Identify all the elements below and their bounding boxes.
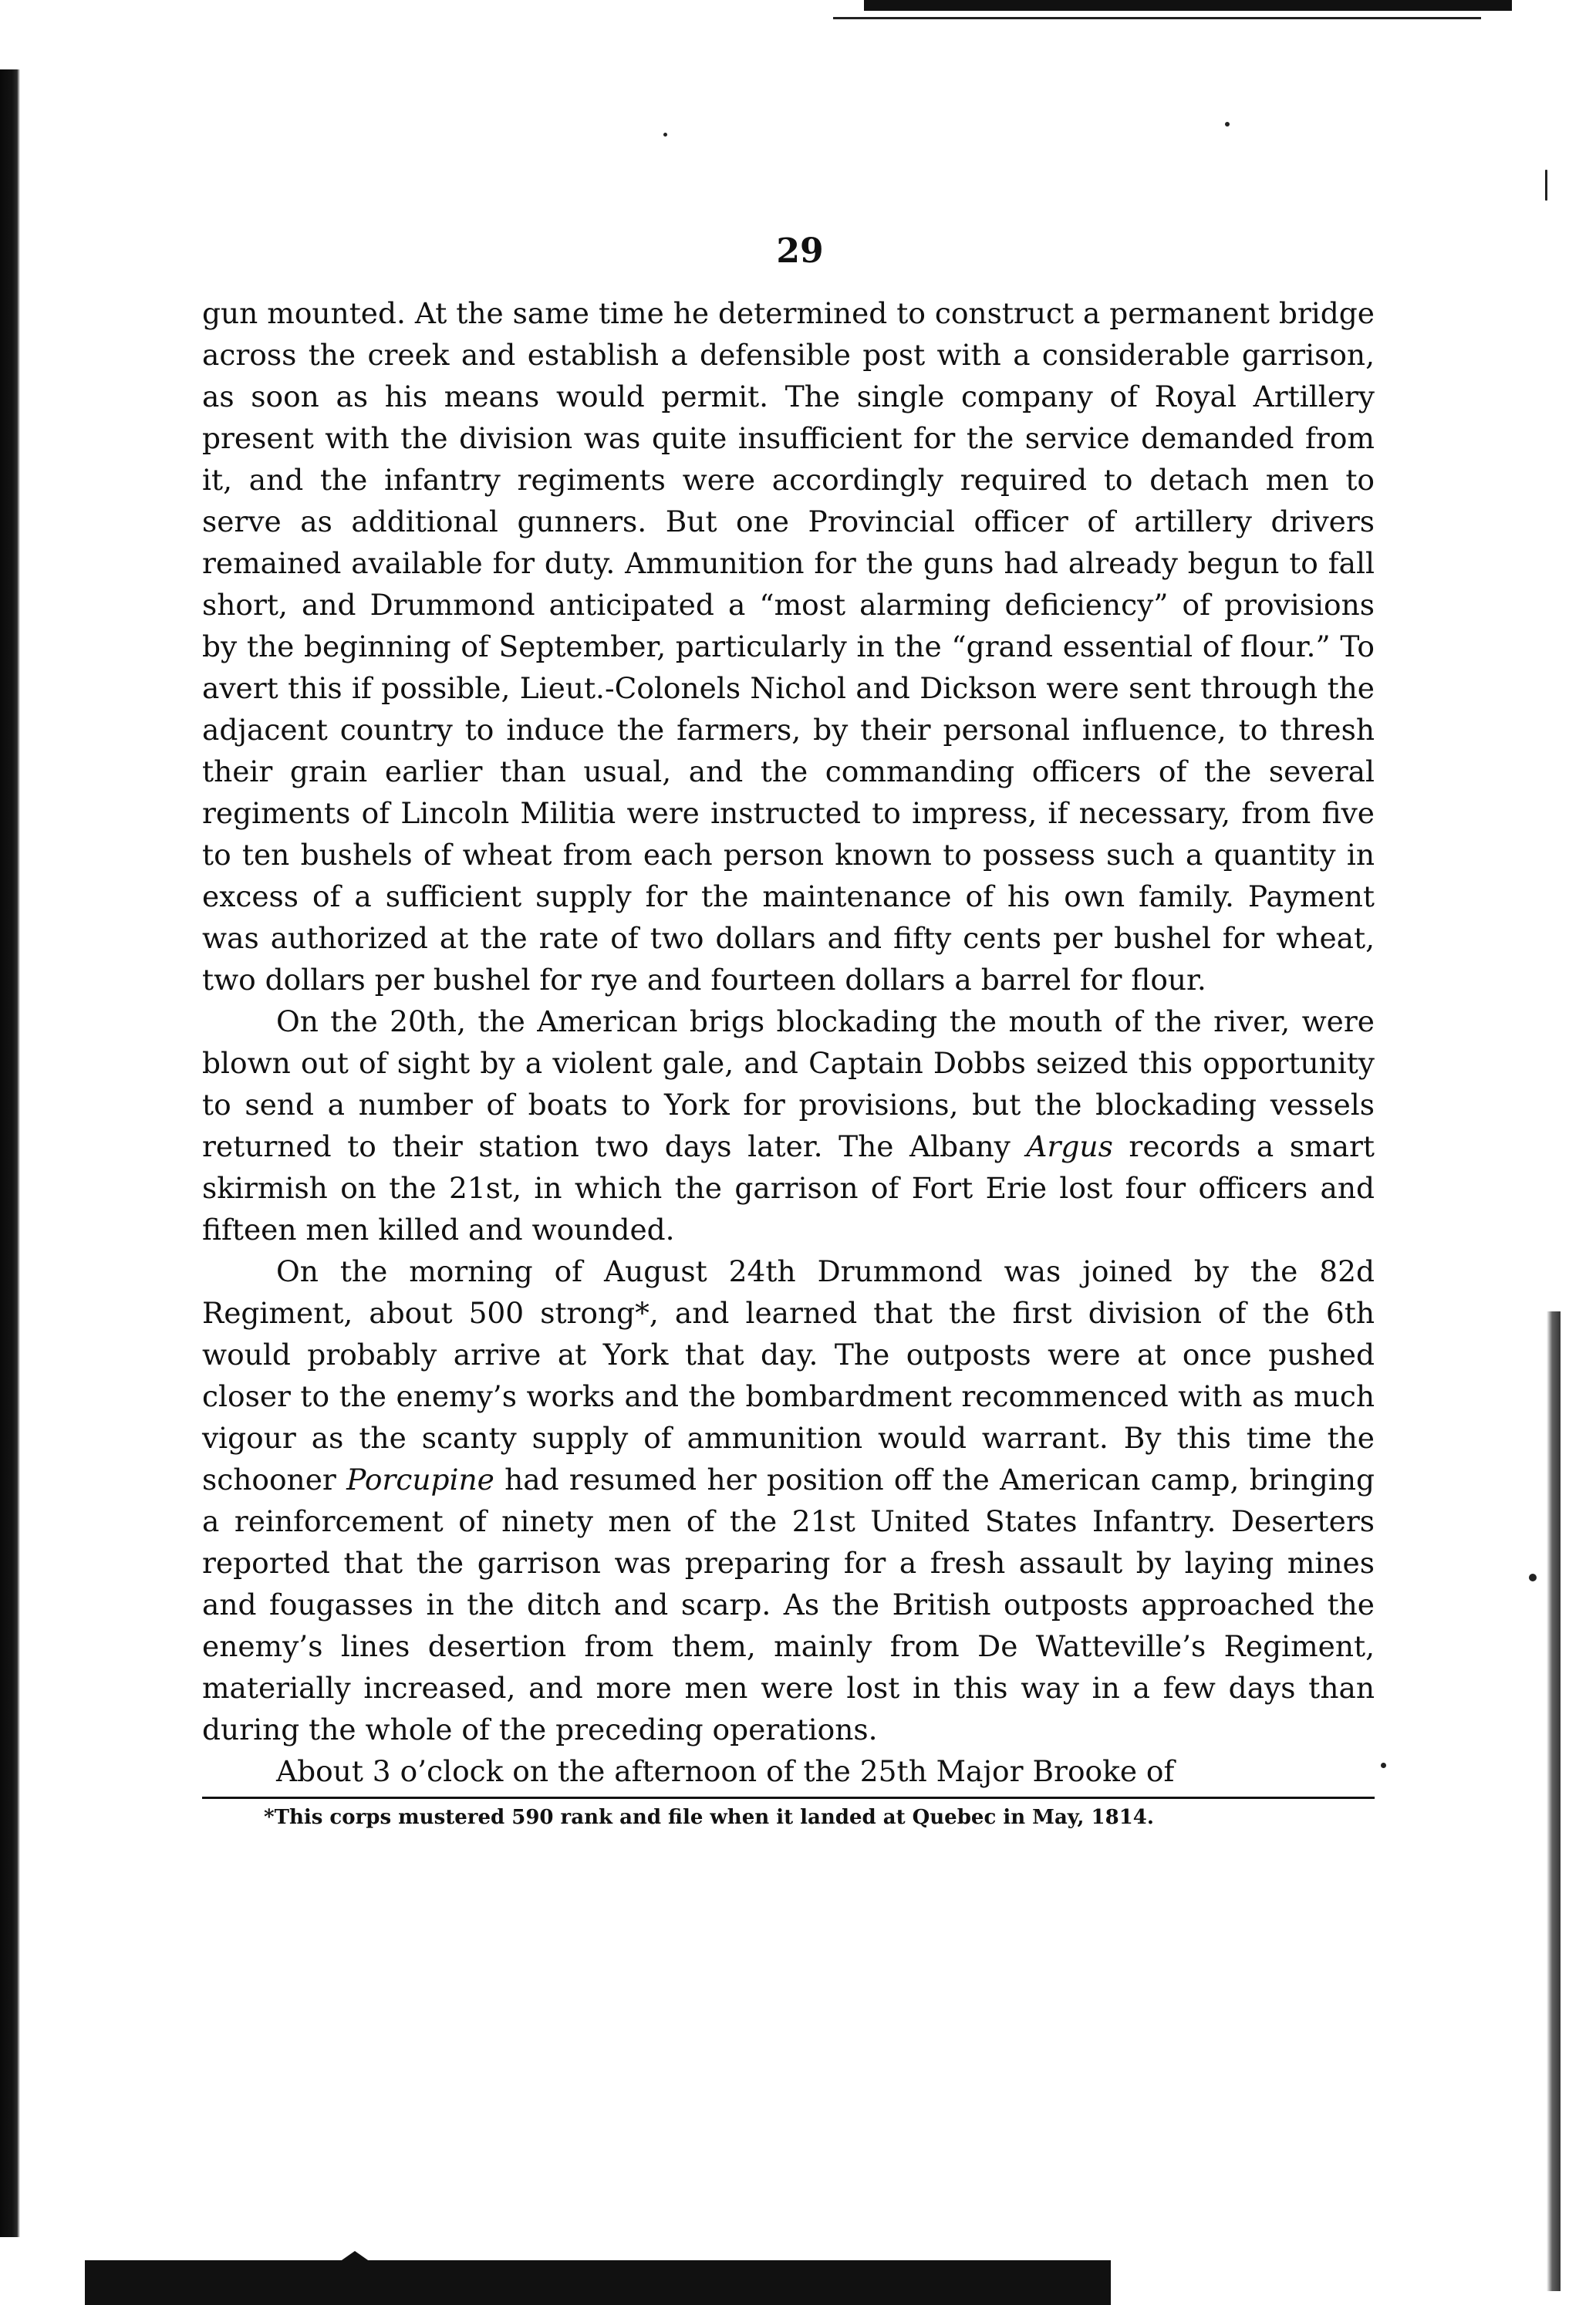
scan-edge-right (1547, 1311, 1561, 2291)
scan-speck (1545, 170, 1547, 201)
scan-speck (1529, 1574, 1537, 1581)
paragraph-text: On the 20th, the American brigs blockading the mouth of the river, were blown out of sight by a violent gale, and Captain Dobbs seized this opportunity to send a number of boats to York for provisions, but the blockading vessels returned to their station two days later. The Albany (202, 1004, 1375, 1163)
paragraph-text: On the morning of August 24th Drummond was joined by the 82d Regiment, about 500 strong*, and learned that the first division of the 6th would probably arrive at York that day. The outposts were at once pushed closer to the enemy’s works and the bombardment recommenced with as much vigour as the scanty supply of ammunition would warrant. By this time the schooner (202, 1254, 1375, 1497)
paragraph-text-italic: Argus (1026, 1129, 1113, 1163)
footnote: *This corps mustered 590 rank and file when it landed at Quebec in May, 1814. (264, 1806, 1154, 1829)
scan-speck (663, 133, 667, 137)
paragraph (202, 1001, 1375, 1250)
scan-speck (1381, 1763, 1386, 1768)
body-text (202, 292, 1375, 1792)
paragraph-text-italic: Porcupine (346, 1463, 494, 1497)
paragraph (202, 1750, 1375, 1792)
footnote-rule (202, 1797, 1375, 1799)
scan-speck (1225, 122, 1230, 127)
paragraph (202, 292, 1375, 1001)
scan-edge-top-line (833, 17, 1481, 19)
scan-edge-bottom-notch (339, 2251, 370, 2262)
scan-edge-top (864, 0, 1512, 11)
page-number: 29 (776, 231, 824, 271)
paragraph (202, 1250, 1375, 1750)
scan-edge-bottom (85, 2260, 1111, 2305)
paragraph-text: About 3 o’clock on the afternoon of the 25th Major Brooke of (276, 1754, 1175, 1788)
scan-edge-left (0, 69, 20, 2237)
document-page (202, 231, 1375, 1833)
paragraph-text: records a smart skirmish on the 21st, in which the garrison of Fort Erie lost four officers and fifteen men killed and wounded. (202, 1129, 1375, 1247)
paragraph-text: gun mounted. At the same time he determined to construct a permanent bridge across the creek and establish a defensible post with a considerable garrison, as soon as his means would permit. The single company of Royal Artillery present with the division was quite insufficient for the service demanded from it, and the infantry regiments were accordingly required to detach men to serve as additional gunners. But one Provincial officer of artillery drivers remained available for duty. Ammunition for the guns had already begun to fall short, and Drummond anticipated a “most alarming deficiency” of provisions by the beginning of September, particularly in the “grand essential of flour.” To avert this if possible, Lieut.-Colonels Nichol and Dickson were sent through the adjacent country to induce the farmers, by their personal influence, to thresh their grain earlier than usual, and the commanding officers of the several regiments of Lincoln Militia were instructed to impress, if necessary, from five to ten bushels of wheat from each person known to possess such a quantity in excess of a sufficient supply for the maintenance of his own family. Payment was authorized at the rate of two dollars and fifty cents per bushel for wheat, two dollars per bushel for rye and fourteen dollars a barrel for flour. (202, 296, 1375, 997)
paragraph-text: had resumed her position off the American camp, bringing a reinforcement of ninety men of the 21st United States Infantry. Deserters reported that the garrison was preparing for a fresh assault by laying mines and fougasses in the ditch and scarp. As the British outposts approached the enemy’s lines desertion from them, mainly from De Watteville’s Regiment, materially increased, and more men were lost in this way in a few days than during the whole of the preceding operations. (202, 1463, 1375, 1746)
